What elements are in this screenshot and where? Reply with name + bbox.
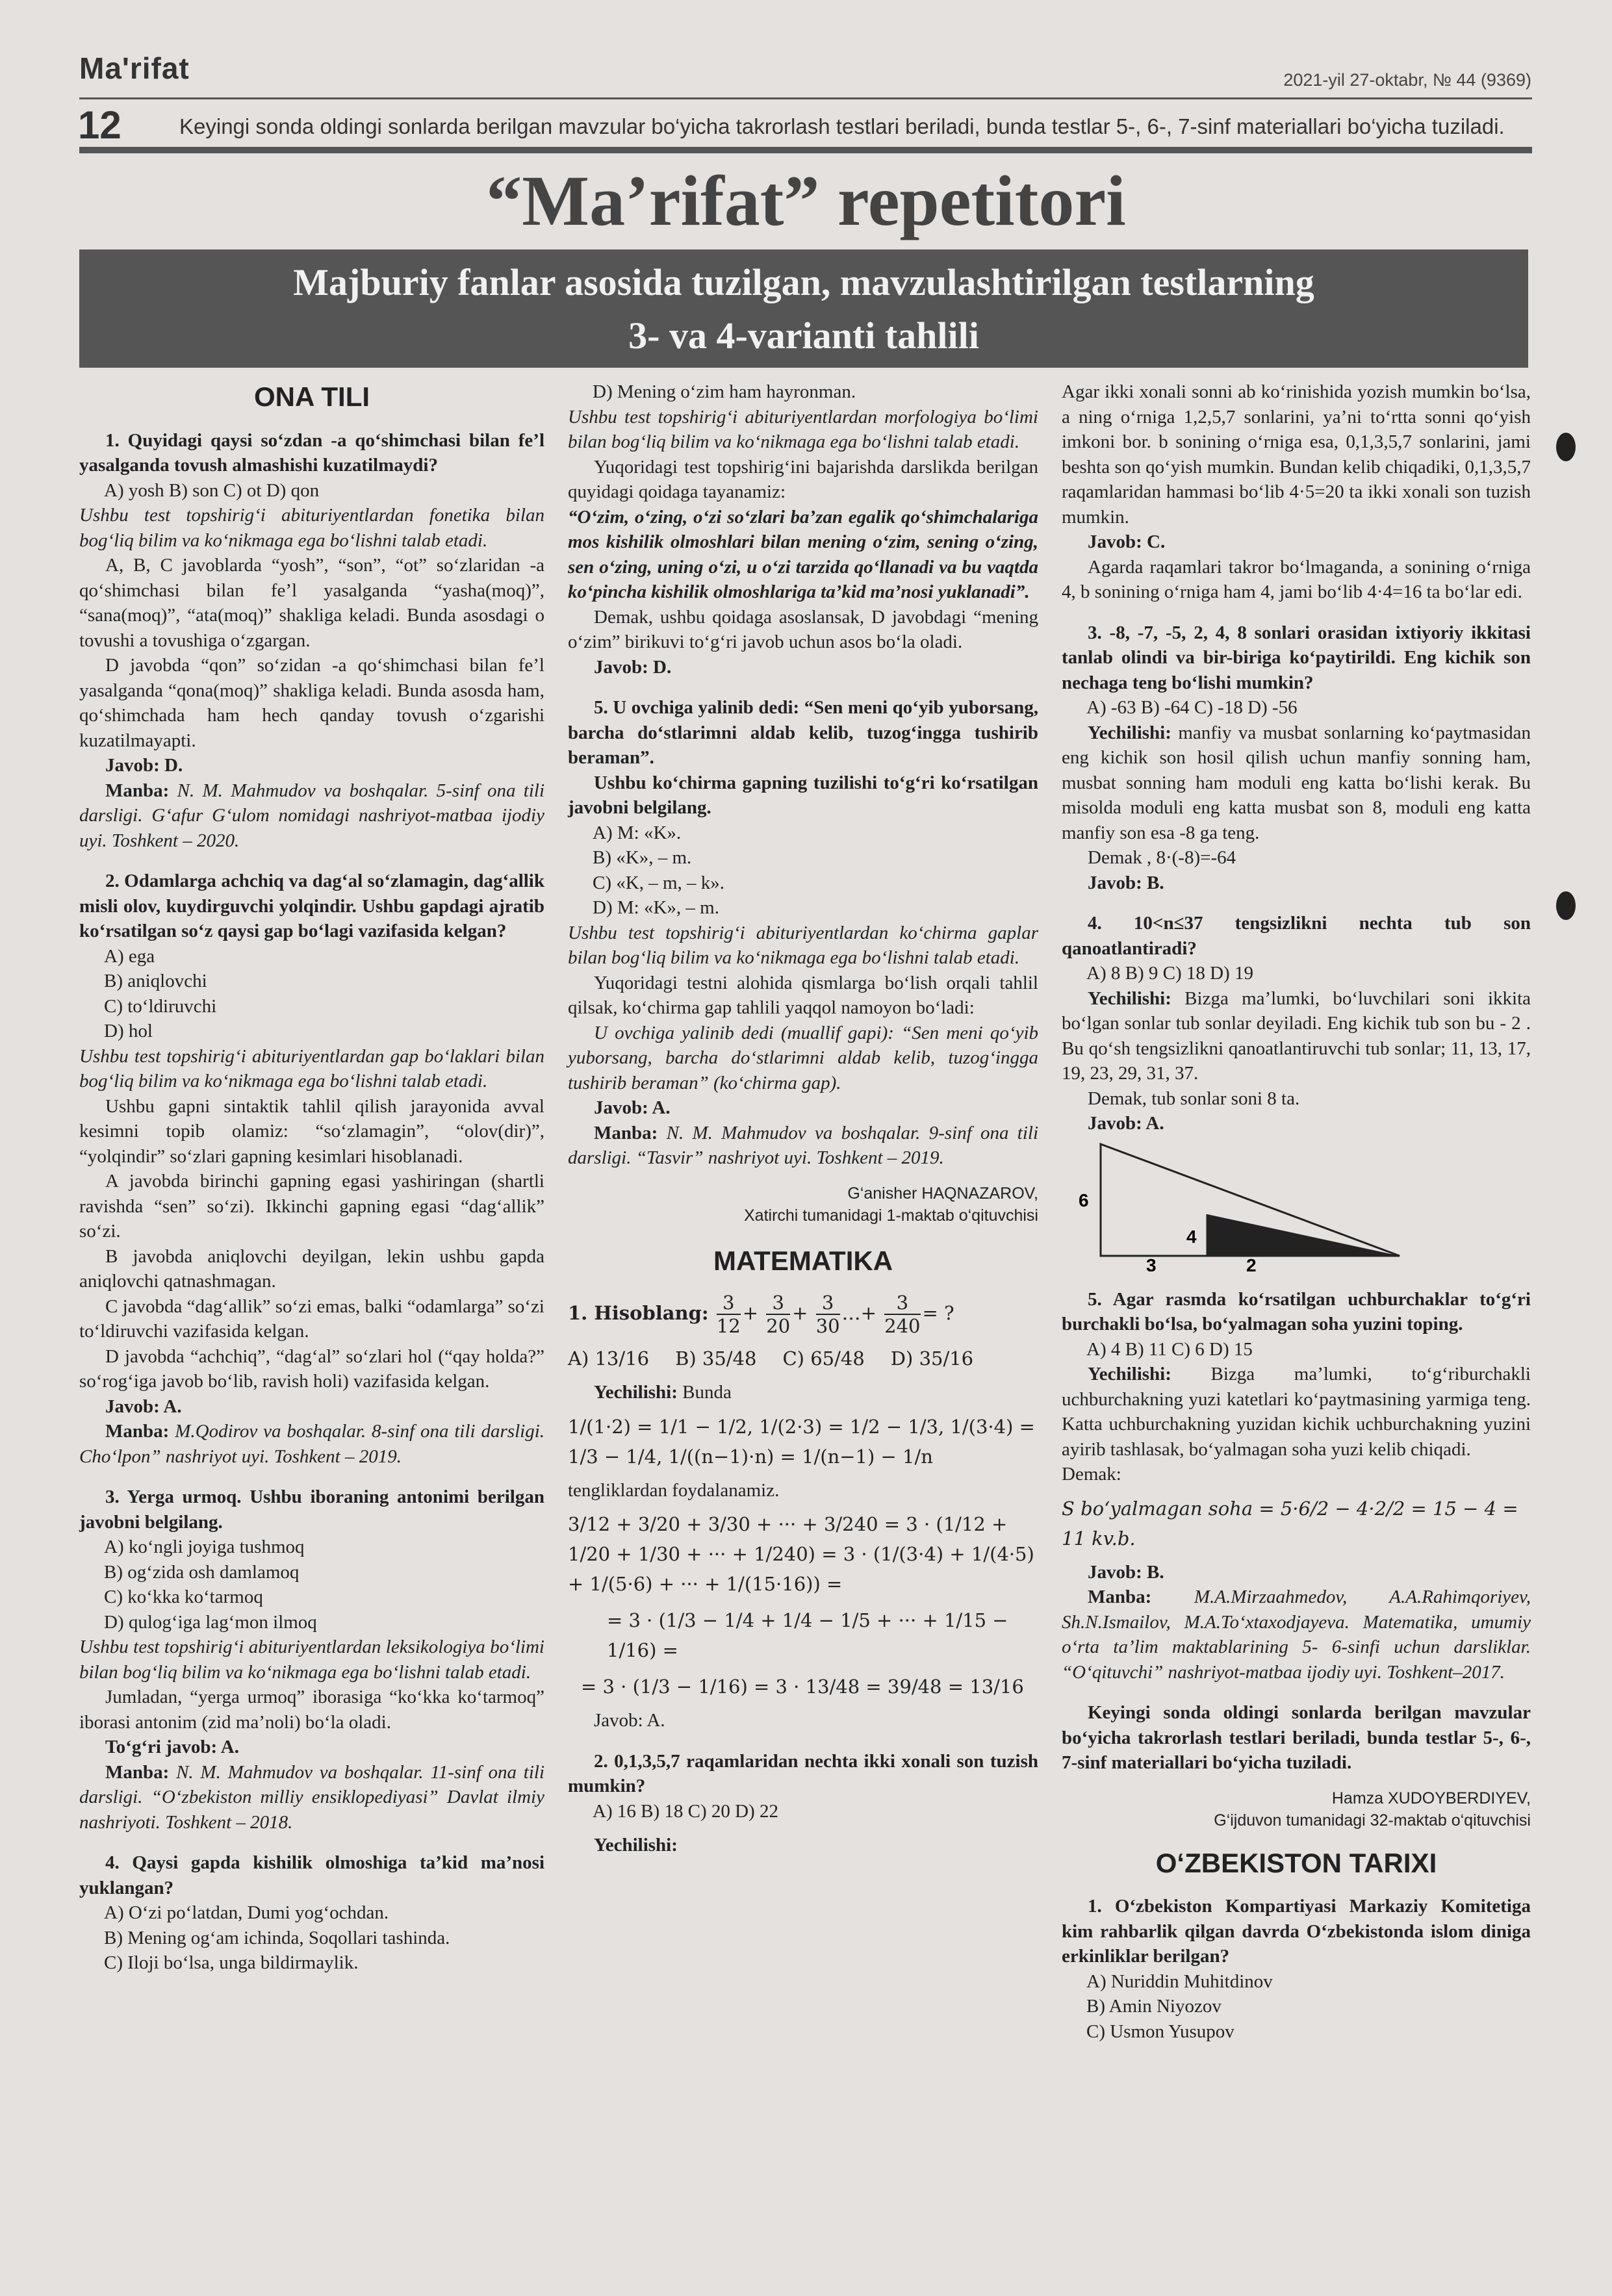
task-note: Ushbu test topshirig‘i abituriyentlardan leksikologiya bo‘limi bilan bog‘liq bilim va ko‘nikmaga ega bo‘lishni talab etadi. bbox=[79, 1637, 544, 1683]
calculation: = 3 · (1/3 − 1/16) = 3 · 13/48 = 39/48 = 13/16 bbox=[581, 1676, 1024, 1698]
label-side-2: 2 bbox=[1246, 1255, 1257, 1271]
answer-option: A) M: «K». bbox=[593, 822, 682, 843]
question-subtext: Ushbu ko‘chirma gapning tuzilishi to‘g‘ri ko‘rsatilgan javobni belgilang. bbox=[568, 772, 1038, 818]
question-text: 5. U ovchiga yalinib dedi: “Sen meni qo‘yib yuborsang, barcha do‘stlarimni aldab kelib, tuzog‘ingga tushirib beraman”. bbox=[568, 697, 1038, 768]
answer-line: Javob: A. bbox=[594, 1710, 665, 1731]
answer-option: C) Usmon Yusupov bbox=[1086, 2021, 1235, 2042]
source-line bbox=[79, 778, 544, 854]
paragraph: A, B, C javoblarda “yosh”, “son”, “ot” so‘zlaridan -a qo‘shimchasi bilan fe’l yasalganda “yasha(moq)”, “sana(moq)”, “ata(moq)” shakliga keladi. Bunda asosdagi o tovushi a tovushiga o‘zgargan. bbox=[79, 555, 544, 651]
calculation: = 3 · (1/3 − 1/4 + 1/4 − 1/5 + ··· + 1/15 − 1/16) = bbox=[607, 1609, 1008, 1661]
answer-line: Javob: A. bbox=[105, 1396, 182, 1417]
task-note: Ushbu test topshirig‘i abituriyentlardan fonetika bilan bog‘liq bilim va ko‘nikmaga ega bo‘lishni talab etadi. bbox=[79, 505, 544, 551]
banner-line-2: 3- va 4-varianti tahlili bbox=[628, 314, 979, 357]
solution-label: Yechilishi: bbox=[1088, 1364, 1171, 1384]
author-org: G‘ijduvon tumanidagi 32-maktab o‘qituvchisi bbox=[1214, 1811, 1531, 1830]
answer-option: B) Mening og‘am ichinda, Soqollari tashinda. bbox=[104, 1927, 450, 1948]
area-formula: S bo‘yalmagan soha = 5·6/2 − 4·2/2 = 15 − 4 = 11 kv.b. bbox=[1062, 1497, 1518, 1550]
paragraph: Yuqoridagi testni alohida qismlarga bo‘lish orqali tahlil qilsak, ko‘chirma gap tahlili yaqqol namoyon bo‘ladi: bbox=[568, 972, 1038, 1018]
answer-option: B) 35/48 bbox=[675, 1347, 757, 1370]
question-text: 5. Agar rasmda ko‘rsatilgan uchburchaklar to‘g‘ri burchakli bo‘lsa, bo‘yalmagan soha yuzini toping. bbox=[1062, 1288, 1531, 1334]
author-signature bbox=[1062, 1787, 1531, 1831]
answer-option: D) hol bbox=[104, 1021, 153, 1041]
source-text: N. M. Mahmudov va boshqalar. 11-sinf ona tili darsligi. “O‘zbekiston milliy ensiklopediyasi” Davlat ilmiy nashriyoti. Toshkent – 2018. bbox=[79, 1761, 545, 1833]
question-text: 3. -8, -7, -5, 2, 4, 8 sonlari orasidan ixtiyoriy ikkitasi tanlab olindi va bir-biriga ko‘paytirildi. Eng kichik son nechaga teng bo‘lishi mumkin? bbox=[1062, 622, 1531, 693]
source-label: Manba: bbox=[594, 1122, 658, 1143]
question-text: 2. Odamlarga achchiq va dag‘al so‘zlamagin, dag‘allik misli olov, kuydirguvchi yolqindir. Ushbu gapdagi ajratib ko‘rsatilgan so‘z qaysi gap bo‘lagi vazifasida kelgan? bbox=[79, 871, 544, 941]
answer-line: Javob: A. bbox=[1088, 1113, 1164, 1134]
section-heading-matematika: MATEMATIKA bbox=[713, 1245, 893, 1276]
answer-option: D) M: «K», – m. bbox=[593, 897, 719, 918]
source-line bbox=[1062, 1585, 1531, 1685]
answer-line: Javob: D. bbox=[105, 755, 183, 776]
answer-option: C) 65/48 bbox=[782, 1347, 865, 1370]
paragraph: B javobda aniqlovchi deyilgan, lekin ushbu gapda aniqlovchi qatnashmagan. bbox=[79, 1245, 544, 1292]
source-line bbox=[79, 1419, 544, 1469]
answer-option: B) og‘zida osh damlamoq bbox=[104, 1561, 300, 1583]
paragraph: Jumladan, “yerga urmoq” iborasiga “ko‘kka ko‘tarmoq” iborasi antonim (zid ma’noli) bo‘la oladi. bbox=[79, 1687, 544, 1733]
next-issue-note: Keyingi sonda oldingi sonlarda berilgan mavzular bo‘yicha takrorlash testlari beriladi, bunda testlar 5-, 6-, 7-sinf materiallari bo‘yicha tuziladi. bbox=[1062, 1702, 1531, 1773]
answer-line: Javob: A. bbox=[594, 1097, 671, 1118]
source-label: Manba: bbox=[1088, 1587, 1152, 1607]
label-side-3: 3 bbox=[1146, 1255, 1157, 1271]
paragraph: D javobda “qon” so‘zidan -a qo‘shimchasi bilan fe’l yasalganda “qona(moq)” shakliga keladi. Bunda asosda ham, qo‘shimchada ham hech qanday tovush o‘zgarishi kuzatilmayapti. bbox=[79, 655, 544, 751]
source-text: N. M. Mahmudov va boshqalar. 5-sinf ona tili darsligi. G‘afur G‘ulom nomidagi nashriyot-matbaa ijodiy uyi. Toshkent – 2020. bbox=[79, 780, 545, 851]
author-signature bbox=[568, 1182, 1038, 1227]
paragraph: tengliklardan foydalanamiz. bbox=[568, 1479, 780, 1501]
title-banner bbox=[79, 249, 1528, 368]
header-rule bbox=[79, 147, 1532, 153]
calculation: Demak , 8·(-8)=-64 bbox=[1088, 847, 1236, 868]
column-2 bbox=[568, 379, 1038, 1858]
answer-option: D) Mening o‘zim ham hayronman. bbox=[593, 381, 856, 402]
author-org: Xatirchi tumanidagi 1-maktab o‘qituvchisi bbox=[744, 1206, 1038, 1225]
grammar-rule: “O‘zim, o‘zing, o‘zi so‘zlari ba’zan egalik qo‘shimchalariga mos kishilik olmoshlari bilan mening o‘zim, sening o‘zing, sen o‘zing, uning o‘zi, u o‘zi tarzida qo‘llanadi va bu vaqtda ko‘pincha kishilik olmoshlariga ta’kid ma’nosi yuklanadi”. bbox=[568, 506, 1038, 602]
question-text: 4. 10<n≤37 tengsizlikni nechta tub son qanoatlantiradi? bbox=[1062, 913, 1531, 959]
task-note: Ushbu test topshirig‘i abituriyentlardan ko‘chirma gaplar bilan bog‘liq bilim va ko‘nikmaga ega bo‘lishni talab etadi. bbox=[568, 922, 1038, 968]
label-side-4: 4 bbox=[1186, 1226, 1197, 1247]
fraction: $\frac{3}{30}$ bbox=[815, 1292, 840, 1337]
source-label: Manba: bbox=[105, 1421, 170, 1442]
author-name: G‘anisher HAQNAZAROV, bbox=[847, 1184, 1038, 1203]
answer-options: A) 4 B) 11 C) 6 D) 15 bbox=[1086, 1338, 1253, 1360]
question-label: 1. Hisoblang: bbox=[568, 1302, 709, 1324]
answer-option: D) qulog‘iga lag‘mon ilmoq bbox=[104, 1611, 317, 1633]
author-name: Hamza XUDOYBERDIYEV, bbox=[1331, 1789, 1531, 1807]
paragraph: Yuqoridagi test topshirig‘ini bajarishda darslikda berilgan quyidagi qoidaga tayanamiz: bbox=[568, 456, 1038, 502]
solution-text: manfiy va musbat sonlarning ko‘paytmasidan eng kichik son hosil qilish uchun manfiy sonning ham, musbat sonning ham moduli eng katta bo‘lishi kerak. Bu misolda moduli eng katta musbat son 8, moduli eng katta manfiy son esa -8 ga teng. bbox=[1062, 722, 1531, 843]
answer-option: A) O‘zi po‘latdan, Dumi yog‘ochdan. bbox=[104, 1902, 389, 1923]
section-heading-ona-tili: ONA TILI bbox=[253, 381, 370, 412]
solution-line bbox=[1062, 721, 1531, 846]
solution-line bbox=[568, 1833, 1038, 1858]
question-text: 4. Qaysi gapda kishilik olmoshiga ta’kid ma’nosi yuklangan? bbox=[79, 1852, 544, 1898]
solution-text: Bizga ma’lumki, bo‘luvchilari soni ikkita bo‘lgan sonlar tub sonlar deyiladi. Eng kichik tub son bu - 2 . Bu qo‘sh tengsizlikni qanoatlantiruvchi tub sonlar; 11, 13, 17, 19, 23, 29, 31, 37. bbox=[1062, 988, 1531, 1084]
top-announcement: Keyingi sonda oldingi sonlarda berilgan mavzular bo‘yicha takrorlash testlari beriladi, bunda testlar 5-, 6-, 7-sinf materiallari bo‘yicha tuziladi. bbox=[179, 114, 1505, 138]
answer-options: A) -63 B) -64 C) -18 D) -56 bbox=[1086, 697, 1298, 718]
task-note: Ushbu test topshirig‘i abituriyentlardan gap bo‘laklari bilan bog‘liq bilim va ko‘nikmaga ega bo‘lishni talab etadi. bbox=[79, 1045, 544, 1091]
answer-line: Javob: C. bbox=[1088, 531, 1166, 552]
source-line bbox=[568, 1121, 1038, 1171]
math-question-1: 1. Hisoblang: $\frac{3}{12}$ + $\frac{3}{20}$ + $\frac{3}{30}$ …+ $\frac{3}{240}$ = ? bbox=[568, 1292, 954, 1337]
source-label: Manba: bbox=[105, 1761, 170, 1783]
question-text: 1. Quyidagi qaysi so‘zdan -a qo‘shimchasi bilan fe’l yasalganda tovush almashishi kuzatilmaydi? bbox=[79, 429, 544, 476]
column-1 bbox=[79, 379, 544, 1976]
paragraph: Demak, ushbu qoidaga asoslansak, D javobdagi “mening o‘zim” birikuvi to‘g‘ri javob uchun asos bo‘la oladi. bbox=[568, 606, 1038, 652]
source-label: Manba: bbox=[105, 780, 170, 801]
answer-line: To‘g‘ri javob: A. bbox=[105, 1737, 239, 1757]
solution-label: Yechilishi: bbox=[1088, 988, 1171, 1009]
answer-option: D) 35/16 bbox=[890, 1347, 974, 1370]
solution-label: Yechilishi: bbox=[594, 1382, 678, 1403]
question-text: 3. Yerga urmoq. Ushbu iboraning antonimi berilgan javobni belgilang. bbox=[79, 1486, 544, 1533]
solution-label: Yechilishi: bbox=[1088, 722, 1171, 743]
source-line bbox=[79, 1760, 544, 1835]
section-heading-tarix: O‘ZBEKISTON TARIXI bbox=[1155, 1847, 1437, 1878]
paragraph: A javobda birinchi gapning egasi yashiringan (shartli ravishda “sen” so‘zi). Ikkinchi gapning egasi “dag‘allik” so‘zi. bbox=[79, 1171, 544, 1242]
label-side-6: 6 bbox=[1079, 1190, 1089, 1210]
task-note: Ushbu test topshirig‘i abituriyentlardan morfologiya bo‘limi bilan bog‘liq bilim va ko‘nikmaga ega bo‘lishni talab etadi. bbox=[568, 406, 1038, 452]
answer-option: C) Iloji bo‘lsa, unga bildirmaylik. bbox=[104, 1952, 359, 1973]
answer-option: C) to‘ldiruvchi bbox=[104, 995, 217, 1017]
question-text: 1. O‘zbekiston Kompartiyasi Markaziy Komitetiga kim rahbarlik qilgan davrda O‘zbekistonda islom diniga erkinliklar berilgan? bbox=[1062, 1896, 1531, 1967]
answer-option: B) «K», – m. bbox=[593, 847, 692, 868]
punch-hole bbox=[1556, 433, 1576, 461]
paragraph: Demak, tub sonlar soni 8 ta. bbox=[1088, 1088, 1300, 1109]
masthead-logo: Ma'rifat bbox=[79, 51, 190, 85]
solution-text: Bizga ma’lumki, to‘g‘riburchakli uchburchakning yuzi katetlari ko‘paytmasining yarmiga teng. Katta uchburchakning yuzidan kichik uchburchakning yuzini ayirib tashlasak, bo‘yalmagan soha yuzi kelib chiqadi. bbox=[1062, 1364, 1531, 1460]
source-text: M.A.Mirzaahmedov, A.A.Rahimqoriyev, Sh.N.Ismailov, M.A.To‘xtaxodjayeva. Matematika, umumiy o‘rta ta’lim maktablarining 5- 6-sinfi uchun darsliklar. “O‘qituvchi” nashriyot-matbaa ijodiy uyi. Toshkent–2017. bbox=[1062, 1587, 1531, 1683]
answer-option: B) Amin Niyozov bbox=[1086, 1996, 1222, 2017]
answer-option: A) ko‘ngli joyiga tushmoq bbox=[104, 1537, 305, 1557]
answer-options: A) 8 B) 9 C) 18 D) 19 bbox=[1086, 963, 1253, 984]
paragraph: Demak: bbox=[1062, 1464, 1121, 1485]
answer-options: A) yosh B) son C) ot D) qon bbox=[104, 479, 320, 501]
source-text: M.Qodirov va boshqalar. 8-sinf ona tili darsligi. Cho‘lpon” nashriyot uyi. Toshkent – 2019. bbox=[79, 1421, 544, 1467]
solution-line bbox=[1062, 1362, 1531, 1462]
page-number: 12 bbox=[78, 103, 122, 147]
fraction: $\frac{3}{240}$ bbox=[884, 1292, 921, 1337]
paragraph: C javobda “dag‘allik” so‘zi emas, balki “odamlarga” so‘zi to‘ldiruvchi vazifasida kelgan. bbox=[79, 1295, 544, 1342]
column-3 bbox=[1062, 379, 1531, 2044]
paragraph: D javobda “achchiq”, “dag‘al” so‘zlari hol (“qay holda?” so‘rog‘iga javob bo‘lib, ravish holi) vazifasida kelgan. bbox=[79, 1346, 544, 1392]
answer-option: B) aniqlovchi bbox=[104, 971, 207, 991]
issue-date: 2021-yil 27-oktabr, № 44 (9369) bbox=[1283, 70, 1531, 90]
triangle-figure bbox=[1062, 1142, 1426, 1271]
paragraph: U ovchiga yalinib dedi (muallif gapi): “Sen meni qo‘yib yuborsang, barcha do‘stlarimni aldab kelib, tuzog‘ingga tushirib beraman” (ko‘chirma gap). bbox=[568, 1022, 1038, 1093]
page-title: “Ma’rifat” repetitori bbox=[486, 161, 1126, 240]
question-text: 2. 0,1,3,5,7 raqamlaridan nechta ikki xonali son tuzish mumkin? bbox=[568, 1750, 1038, 1796]
solution-word: Bunda bbox=[682, 1382, 732, 1403]
solution-text: Agar ikki xonali sonni ab ko‘rinishida yozish mumkin bo‘lsa, a ning o‘rniga 1,2,5,7 sonlarini, ya’ni to‘rtta sonni qo‘yish imkoni bor. b sonining o‘rniga esa, 0,1,3,5,7 sonlarini, jami beshta son qo‘yish mumkin. Bundan kelib chiqadiki, 0,1,3,5,7 raqamlaridan hammasi bo‘lib 4·5=20 ta ikki xonali son tuzish mumkin. bbox=[1062, 381, 1531, 528]
solution-line bbox=[568, 1380, 1038, 1405]
answer-option: A) 13/16 bbox=[568, 1347, 650, 1370]
fraction: $\frac{3}{12}$ bbox=[716, 1292, 741, 1337]
banner-line-1: Majburiy fanlar asosida tuzilgan, mavzulashtirilgan testlarning bbox=[293, 261, 1314, 303]
identity-formula: 1/(1·2) = 1/1 − 1/2, 1/(2·3) = 1/2 − 1/3, 1/(3·4) = 1/3 − 1/4, 1/((n−1)·n) = 1/(n−1) − 1/n bbox=[568, 1415, 1035, 1468]
fraction: $\frac{3}{20}$ bbox=[766, 1292, 791, 1337]
answer-option: C) «K, – m, – k». bbox=[593, 872, 724, 893]
answer-option: A) Nuriddin Muhitdinov bbox=[1086, 1971, 1273, 1992]
calculation: 3/12 + 3/20 + 3/30 + ··· + 3/240 = 3 · (1/12 + 1/20 + 1/30 + ··· + 1/240) = 3 · (1/(3·4) + 1/(4·5) + 1/(5·6) + ··· + 1/(15·16)) = bbox=[568, 1513, 1034, 1595]
answer-options: A) 16 B) 18 C) 20 D) 22 bbox=[593, 1800, 778, 1822]
solution-line bbox=[1062, 986, 1531, 1086]
source-text: N. M. Mahmudov va boshqalar. 9-sinf ona tili darsligi. “Tasvir” nashriyot uyi. Toshkent – 2019. bbox=[568, 1122, 1039, 1168]
answer-option: C) ko‘kka ko‘tarmoq bbox=[104, 1587, 263, 1607]
math-options bbox=[568, 1344, 1038, 1373]
paragraph: Ushbu gapni sintaktik tahlil qilish jarayonida avval kesimni topib olamiz: “so‘zlamagin”, “olov(dir)”, “yolqindir” so‘zlari gapning kesimlari hisoblanadi. bbox=[79, 1095, 544, 1167]
paragraph: Agarda raqamlari takror bo‘lmaganda, a sonining o‘rniga 4, b sonining o‘rniga ham 4, jami bo‘lib 4·4=16 ta bo‘lar edi. bbox=[1062, 556, 1531, 602]
answer-line: Javob: B. bbox=[1088, 872, 1164, 893]
answer-option: A) ega bbox=[104, 945, 155, 967]
header-divider bbox=[79, 97, 1532, 99]
punch-hole bbox=[1556, 891, 1576, 920]
answer-line: Javob: B. bbox=[1088, 1561, 1164, 1583]
answer-line: Javob: D. bbox=[594, 656, 672, 678]
solution-label: Yechilishi: bbox=[594, 1835, 678, 1856]
